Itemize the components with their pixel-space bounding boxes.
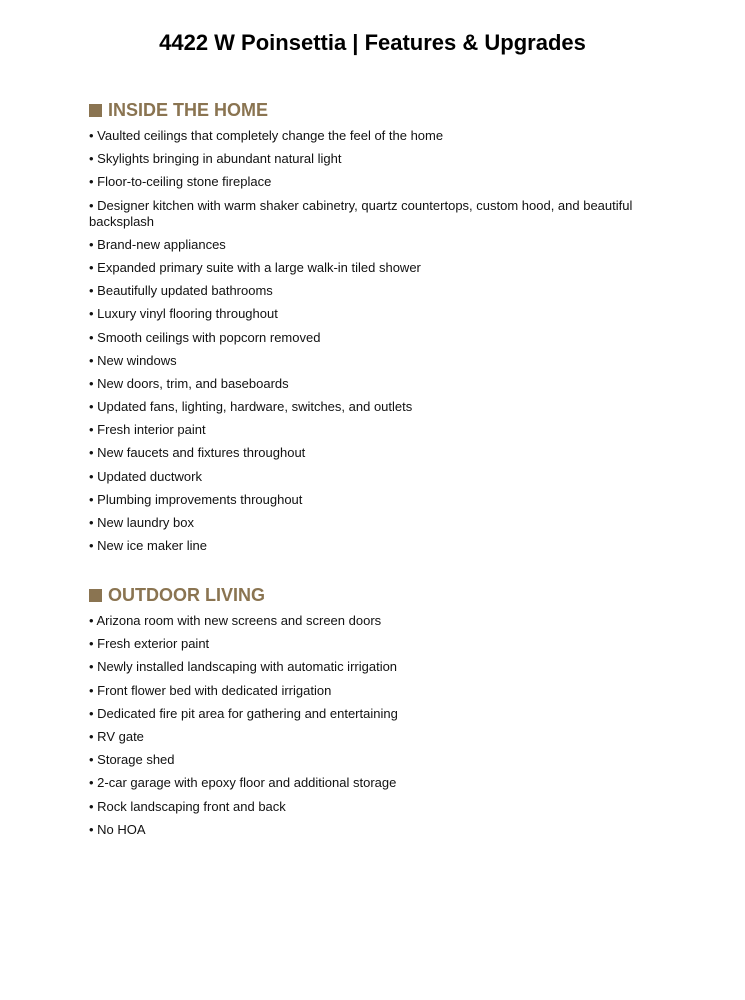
square-icon [89, 104, 102, 117]
bullet-icon: • [89, 352, 98, 368]
list-item-text: Newly installed landscaping with automatic irrigation [97, 659, 398, 675]
bullet-icon: • [89, 636, 98, 652]
bullet-icon: • [89, 705, 98, 721]
list-item [89, 775, 649, 791]
bullet-icon: • [89, 613, 97, 628]
list-item [89, 659, 649, 675]
list-item [89, 706, 649, 722]
bullet-icon: • [89, 128, 98, 143]
bullet-icon: • [89, 682, 98, 698]
list-item [89, 422, 649, 438]
bullet-icon: • [89, 375, 98, 391]
list-item-text: New faucets and fixtures throughout [97, 445, 306, 461]
bullet-icon: • [89, 821, 98, 837]
list-item [89, 492, 649, 508]
list-item [89, 151, 649, 167]
section-outdoor-living [89, 584, 649, 845]
list-item [89, 306, 649, 322]
bullet-icon: • [89, 306, 98, 322]
bullet-icon: • [89, 659, 98, 675]
bullet-icon: • [89, 259, 98, 275]
list-item [89, 469, 649, 485]
list-item [89, 399, 649, 415]
list-item-text: Floor-to-ceiling stone fireplace [97, 174, 272, 190]
bullet-icon: • [89, 491, 98, 507]
bullet-icon: • [89, 515, 98, 530]
section-heading-text: INSIDE THE HOME [108, 99, 269, 120]
list-item-text: Vaulted ceilings that completely change the feel of the home [97, 128, 444, 143]
list-item-text: Updated fans, lighting, hardware, switches, and outlets [97, 399, 413, 415]
list-item [89, 445, 649, 461]
list-item-text: Storage shed [97, 752, 175, 768]
list-item-text: RV gate [97, 728, 144, 744]
section-heading [89, 584, 649, 606]
list-item [89, 237, 649, 253]
list-item-text: No HOA [97, 821, 146, 837]
list-item [89, 376, 649, 392]
list-item [89, 799, 649, 815]
list-item-text: Designer kitchen with warm shaker cabinetry, quartz countertops, custom hood, and beautiful backsplash [89, 197, 633, 229]
list-item-text: Dedicated fire pit area for gathering and entertaining [97, 705, 398, 721]
list-item [89, 198, 649, 230]
bullet-icon: • [89, 422, 98, 438]
list-item-text: Luxury vinyl flooring throughout [97, 306, 278, 322]
list-item-text: Fresh interior paint [97, 422, 206, 438]
list-item [89, 283, 649, 299]
list-item-text: New ice maker line [97, 538, 207, 554]
bullet-icon: • [89, 329, 98, 345]
page-title: 4422 W Poinsettia | Features & Upgrades [159, 30, 586, 55]
bullet-icon: • [89, 798, 98, 814]
list-item-text: Skylights bringing in abundant natural light [97, 151, 342, 167]
bullet-icon: • [89, 775, 98, 791]
list-item-text: Expanded primary suite with a large walk-in tiled shower [97, 259, 421, 275]
bullet-icon: • [89, 174, 98, 190]
feature-list [89, 613, 649, 838]
list-item-text: New doors, trim, and baseboards [97, 375, 289, 391]
list-item [89, 538, 649, 554]
list-item [89, 330, 649, 346]
list-item [89, 260, 649, 276]
list-item-text: Front flower bed with dedicated irrigation [97, 682, 332, 698]
list-item [89, 613, 649, 629]
list-item-text: Arizona room with new screens and screen doors [96, 613, 382, 628]
bullet-icon: • [89, 468, 98, 484]
section-inside-the-home [89, 99, 649, 561]
bullet-icon: • [89, 445, 98, 461]
bullet-icon: • [89, 151, 98, 167]
list-item-text: Plumbing improvements throughout [97, 491, 303, 507]
list-item-text: New windows [97, 352, 177, 368]
feature-list [89, 128, 649, 554]
list-item [89, 515, 649, 531]
list-item [89, 683, 649, 699]
list-item [89, 174, 649, 190]
list-item-text: New laundry box [97, 515, 194, 530]
section-heading-text: OUTDOOR LIVING [108, 584, 265, 605]
list-item-text: 2-car garage with epoxy floor and additional storage [97, 775, 397, 791]
list-item-text: Brand-new appliances [97, 236, 226, 252]
list-item [89, 128, 649, 144]
bullet-icon: • [89, 197, 98, 213]
list-item-text: Updated ductwork [97, 468, 202, 484]
list-item [89, 636, 649, 652]
square-icon [89, 589, 102, 602]
list-item [89, 353, 649, 369]
bullet-icon: • [89, 399, 98, 415]
list-item-text: Rock landscaping front and back [97, 798, 286, 814]
bullet-icon: • [89, 538, 98, 554]
list-item [89, 822, 649, 838]
list-item-text: Beautifully updated bathrooms [97, 283, 273, 299]
list-item-text: Smooth ceilings with popcorn removed [97, 329, 321, 345]
bullet-icon: • [89, 752, 98, 768]
bullet-icon: • [89, 728, 98, 744]
bullet-icon: • [89, 236, 98, 252]
list-item [89, 752, 649, 768]
list-item [89, 729, 649, 745]
section-heading [89, 99, 649, 121]
list-item-text: Fresh exterior paint [97, 636, 210, 652]
bullet-icon: • [89, 283, 98, 299]
